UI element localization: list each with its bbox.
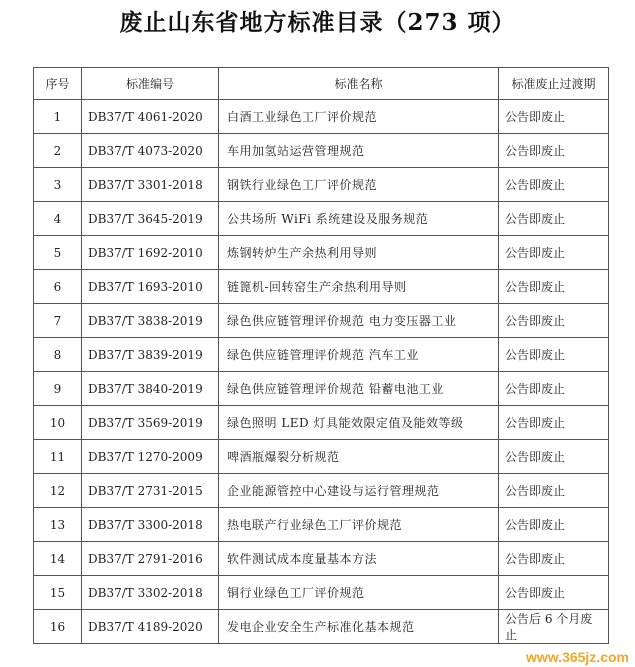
cell-period: 公告即废止 — [499, 168, 609, 202]
table-row — [34, 168, 609, 202]
cell-code: DB37/T 4073-2020 — [82, 134, 219, 168]
cell-name: 啤酒瓶爆裂分析规范 — [219, 440, 499, 474]
cell-code: DB37/T 1692-2010 — [82, 236, 219, 270]
cell-seq: 12 — [34, 474, 82, 508]
cell-name: 钢铁行业绿色工厂评价规范 — [219, 168, 499, 202]
cell-seq: 13 — [34, 508, 82, 542]
cell-seq: 10 — [34, 406, 82, 440]
cell-seq: 16 — [34, 610, 82, 644]
cell-seq: 7 — [34, 304, 82, 338]
cell-code: DB37/T 2731-2015 — [82, 474, 219, 508]
table-row — [34, 304, 609, 338]
table-row — [34, 236, 609, 270]
table-row — [34, 338, 609, 372]
cell-name: 绿色照明 LED 灯具能效限定值及能效等级 — [219, 406, 499, 440]
page-title: 废止山东省地方标准目录（273 项） — [119, 9, 516, 36]
cell-period: 公告即废止 — [499, 372, 609, 406]
header-period: 标准废止过渡期 — [499, 68, 609, 100]
table-row — [34, 542, 609, 576]
table-row — [34, 406, 609, 440]
table-row — [34, 610, 609, 644]
cell-period: 公告即废止 — [499, 508, 609, 542]
cell-code: DB37/T 3302-2018 — [82, 576, 219, 610]
cell-code: DB37/T 3840-2019 — [82, 372, 219, 406]
cell-name: 炼钢转炉生产余热利用导则 — [219, 236, 499, 270]
cell-period: 公告即废止 — [499, 202, 609, 236]
table-row — [34, 372, 609, 406]
cell-seq: 2 — [34, 134, 82, 168]
cell-name: 铜行业绿色工厂评价规范 — [219, 576, 499, 610]
cell-period: 公告后 6 个月废止 — [499, 610, 609, 644]
table-row — [34, 474, 609, 508]
cell-code: DB37/T 3300-2018 — [82, 508, 219, 542]
cell-period: 公告即废止 — [499, 236, 609, 270]
cell-code: DB37/T 3301-2018 — [82, 168, 219, 202]
cell-name: 发电企业安全生产标准化基本规范 — [219, 610, 499, 644]
table-row — [34, 576, 609, 610]
cell-code: DB37/T 2791-2016 — [82, 542, 219, 576]
cell-seq: 3 — [34, 168, 82, 202]
cell-name: 车用加氢站运营管理规范 — [219, 134, 499, 168]
cell-seq: 8 — [34, 338, 82, 372]
cell-code: DB37/T 3569-2019 — [82, 406, 219, 440]
table-row — [34, 270, 609, 304]
cell-code: DB37/T 1270-2009 — [82, 440, 219, 474]
cell-period: 公告即废止 — [499, 338, 609, 372]
cell-period: 公告即废止 — [499, 304, 609, 338]
cell-period: 公告即废止 — [499, 134, 609, 168]
cell-period: 公告即废止 — [499, 576, 609, 610]
cell-seq: 1 — [34, 100, 82, 134]
cell-name: 热电联产行业绿色工厂评价规范 — [219, 508, 499, 542]
standards-table — [33, 67, 609, 644]
cell-seq: 14 — [34, 542, 82, 576]
cell-period: 公告即废止 — [499, 100, 609, 134]
cell-period: 公告即废止 — [499, 406, 609, 440]
cell-name: 软件测试成本度量基本方法 — [219, 542, 499, 576]
watermark: www.365jz.com — [526, 649, 629, 665]
cell-seq: 15 — [34, 576, 82, 610]
cell-name: 绿色供应链管理评价规范 电力变压器工业 — [219, 304, 499, 338]
table-row — [34, 440, 609, 474]
cell-name: 白酒工业绿色工厂评价规范 — [219, 100, 499, 134]
cell-period: 公告即废止 — [499, 270, 609, 304]
cell-seq: 9 — [34, 372, 82, 406]
cell-code: DB37/T 3838-2019 — [82, 304, 219, 338]
table-row — [34, 508, 609, 542]
table-row — [34, 134, 609, 168]
cell-name: 绿色供应链管理评价规范 汽车工业 — [219, 338, 499, 372]
table-row — [34, 202, 609, 236]
cell-period: 公告即废止 — [499, 474, 609, 508]
header-code: 标准编号 — [82, 68, 219, 100]
cell-period: 公告即废止 — [499, 542, 609, 576]
table-row — [34, 100, 609, 134]
cell-seq: 6 — [34, 270, 82, 304]
cell-code: DB37/T 3839-2019 — [82, 338, 219, 372]
cell-code: DB37/T 1693-2010 — [82, 270, 219, 304]
cell-period: 公告即废止 — [499, 440, 609, 474]
header-name: 标准名称 — [219, 68, 499, 100]
cell-seq: 4 — [34, 202, 82, 236]
header-seq: 序号 — [34, 68, 82, 100]
cell-name: 公共场所 WiFi 系统建设及服务规范 — [219, 202, 499, 236]
cell-seq: 11 — [34, 440, 82, 474]
cell-name: 企业能源管控中心建设与运行管理规范 — [219, 474, 499, 508]
cell-code: DB37/T 3645-2019 — [82, 202, 219, 236]
cell-name: 绿色供应链管理评价规范 铅蓄电池工业 — [219, 372, 499, 406]
cell-seq: 5 — [34, 236, 82, 270]
cell-code: DB37/T 4061-2020 — [82, 100, 219, 134]
table-header-row — [34, 68, 609, 100]
cell-name: 链篦机-回转窑生产余热利用导则 — [219, 270, 499, 304]
cell-code: DB37/T 4189-2020 — [82, 610, 219, 644]
table-body — [34, 100, 609, 644]
